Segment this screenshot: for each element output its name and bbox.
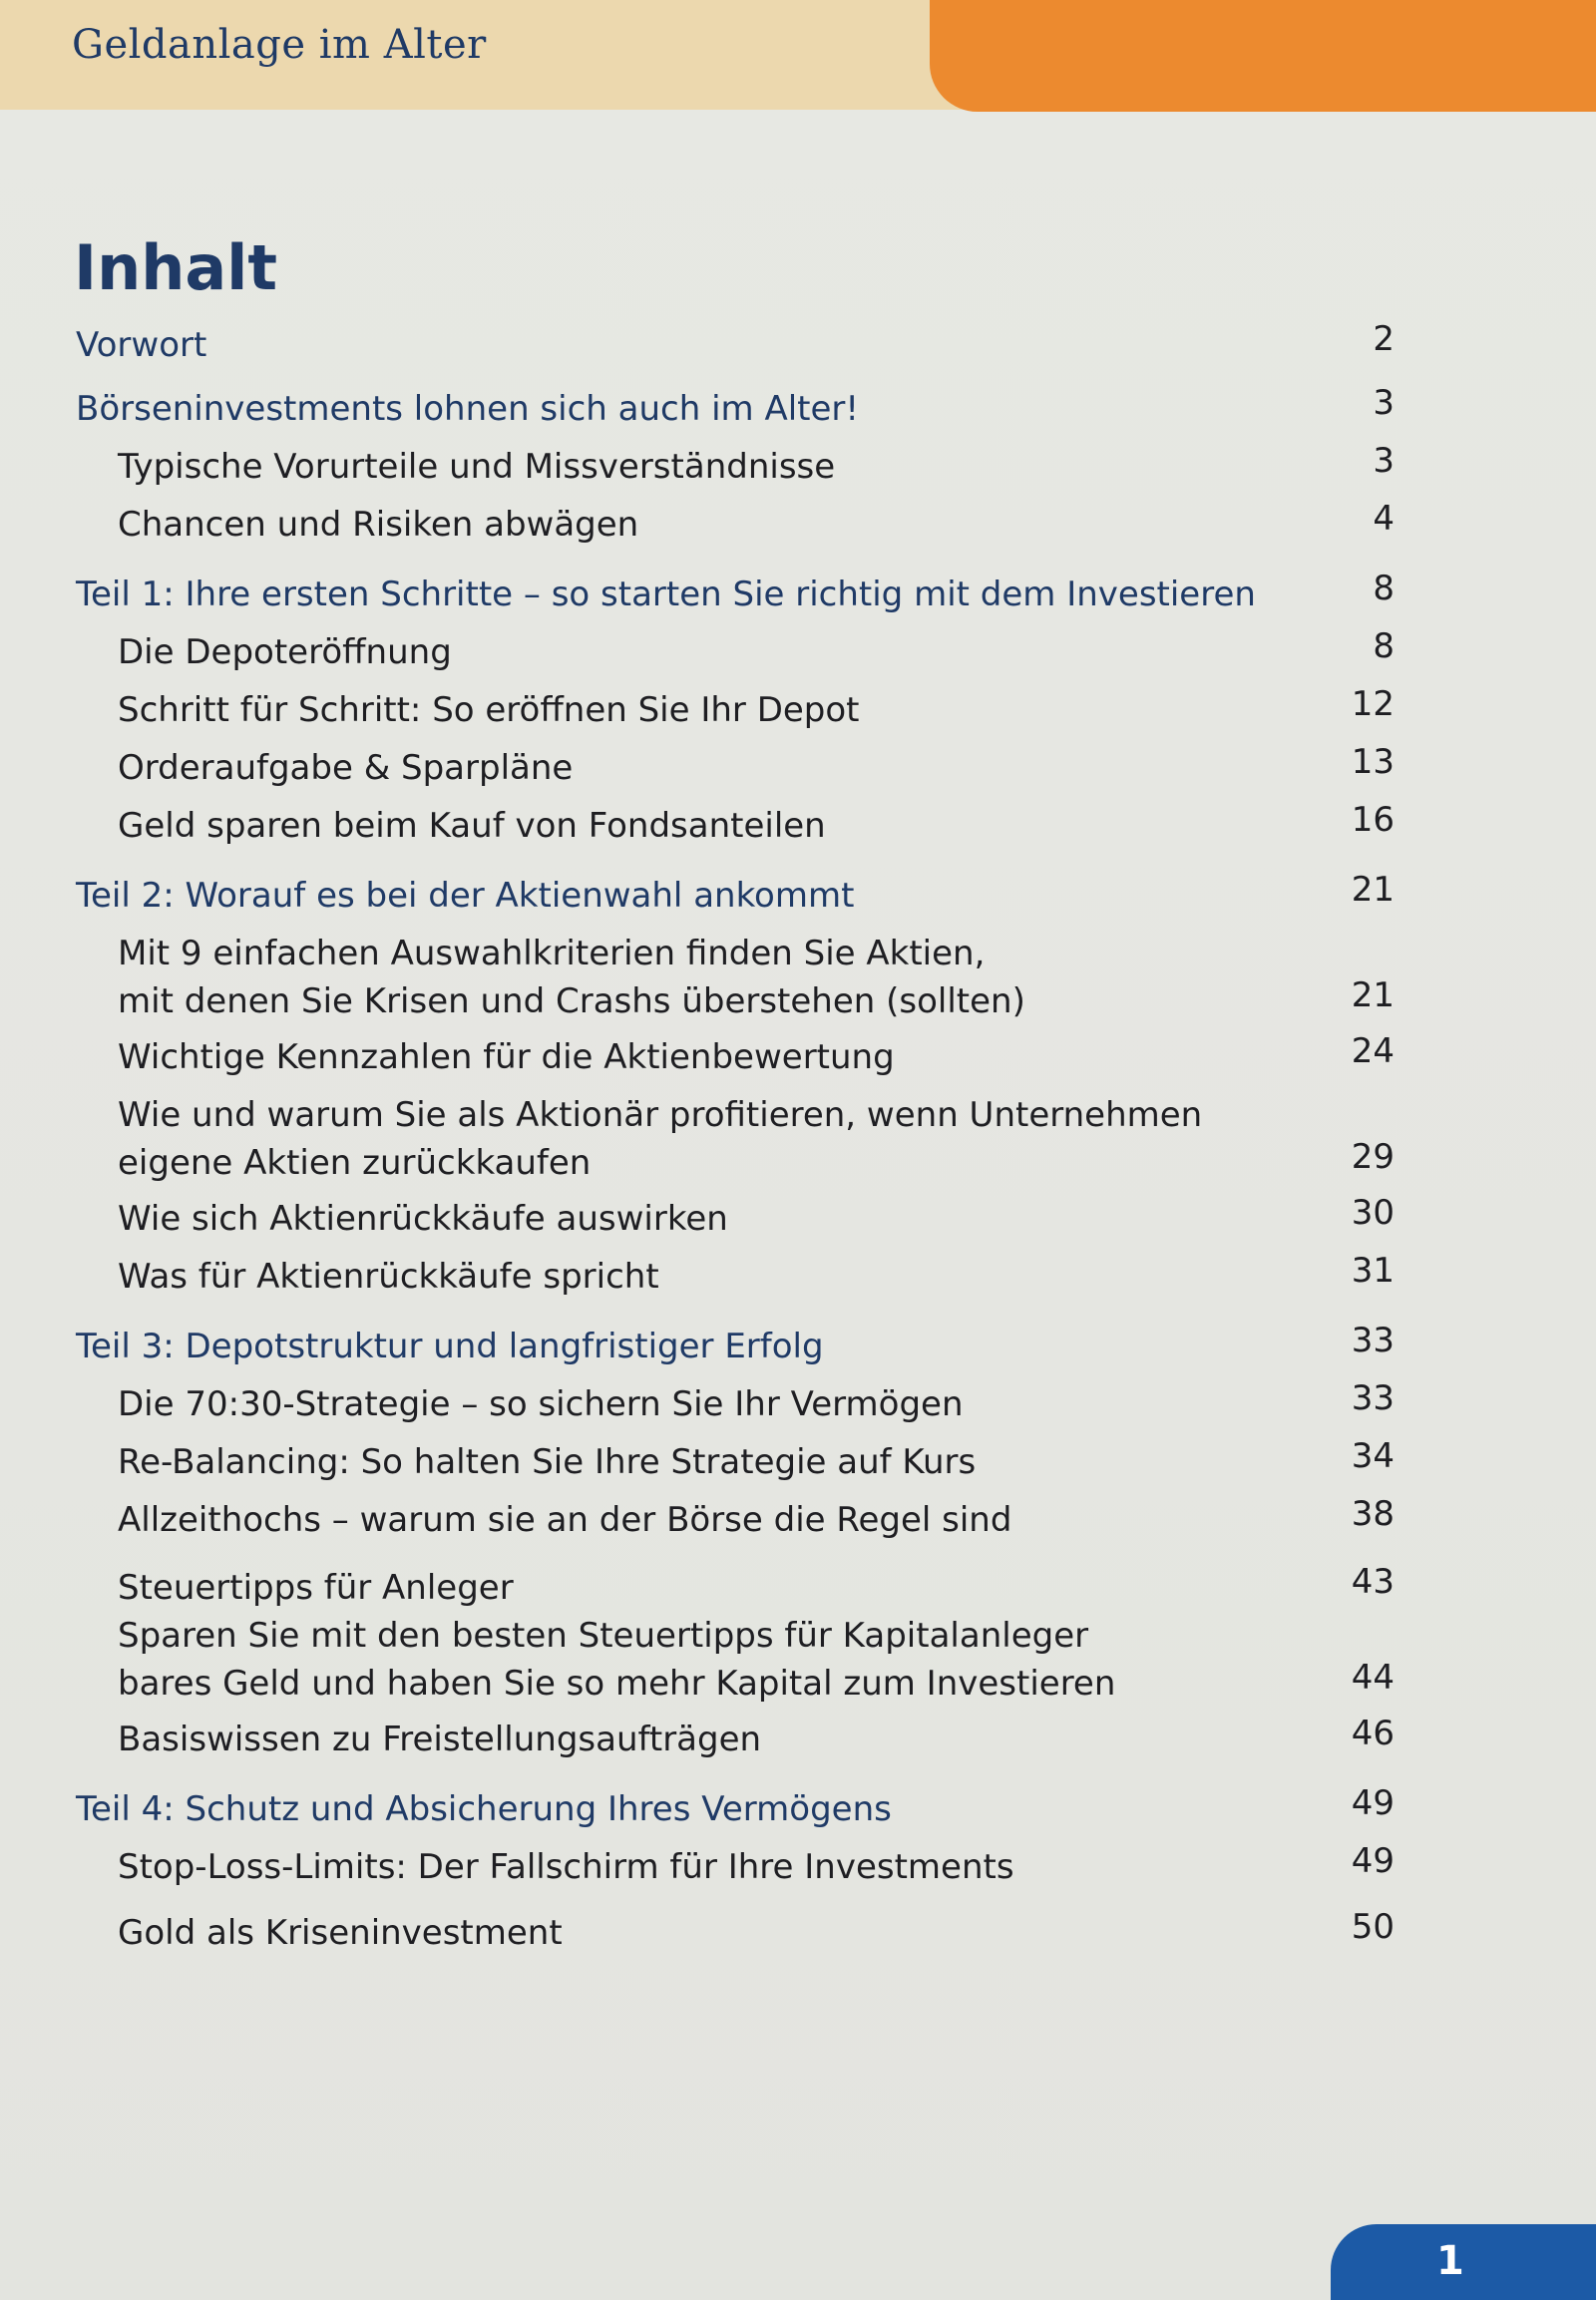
toc-entry [76,1785,1307,1833]
toc-entry-page: 38 [1351,1494,1395,1534]
toc-entry-title: Börseninvestments lohnen sich auch im Alter! [76,389,860,429]
toc-entry [76,872,1307,920]
toc-entry [118,1909,1307,1957]
toc-entry-page: 33 [1351,1321,1395,1360]
toc-entry [76,321,1307,369]
toc-entry-title: Mit 9 einfachen Auswahlkriterien finden Sie Aktien, mit denen Sie Krisen und Crashs überstehen (sollten) [118,934,1025,1021]
toc-entry [118,1033,1307,1081]
toc-entry-page: 3 [1373,441,1395,481]
toc-entry-page: 13 [1351,742,1395,782]
toc-entry-page: 43 [1351,1562,1395,1602]
toc-entry-page: 4 [1373,499,1395,539]
toc-entry-page: 29 [1351,1137,1395,1177]
toc-entry-page: 2 [1373,319,1395,359]
toc-entry-title: Wie und warum Sie als Aktionär profitieren, wenn Unternehmen eigene Aktien zurückkaufen [118,1095,1203,1183]
toc-entry-page: 44 [1351,1658,1395,1698]
toc-entry-page: 24 [1351,1031,1395,1071]
toc-entry-title: Allzeithochs – warum sie an der Börse die Regel sind [118,1500,1012,1540]
toc-entry-title: Steuertipps für Anleger [118,1568,514,1608]
toc-entry-page: 33 [1351,1378,1395,1418]
toc-entry-title: Wie sich Aktienrückkäufe auswirken [118,1199,728,1239]
toc-entry-page: 46 [1351,1714,1395,1753]
toc-entry-page: 50 [1351,1907,1395,1947]
toc-entry-page: 21 [1351,870,1395,910]
toc-entry-title: Vorwort [76,325,207,365]
toc-entry-page: 31 [1351,1251,1395,1291]
toc-entry [118,930,1307,1025]
toc-entry-title: Die 70:30-Strategie – so sichern Sie Ihr Vermögen [118,1384,964,1424]
toc-entry [118,1091,1307,1187]
toc-entry [118,501,1307,549]
toc-entry-title: Was für Aktienrückkäufe spricht [118,1257,659,1297]
toc-entry [76,571,1307,618]
toc-entry-title: Sparen Sie mit den besten Steuertipps für Kapitalanleger bares Geld und haben Sie so mehr Kapital zum Investieren [118,1616,1116,1704]
toc-entry-title: Wichtige Kennzahlen für die Aktienbewertung [118,1037,895,1077]
toc-entry [118,1716,1307,1763]
toc-entry-title: Re-Balancing: So halten Sie Ihre Strategie auf Kurs [118,1442,977,1482]
toc-entry [118,1253,1307,1301]
toc-entry [118,1843,1307,1891]
toc-entry-page: 21 [1351,975,1395,1015]
toc-entry-page: 8 [1373,569,1395,608]
toc-entry [118,443,1307,491]
toc-entry-title: Teil 3: Depotstruktur und langfristiger Erfolg [76,1327,824,1366]
toc-entry [118,1380,1307,1428]
toc-entry [118,1564,1307,1612]
toc-entry-title: Geld sparen beim Kauf von Fondsanteilen [118,806,826,846]
page-number: 1 [1436,2238,1464,2284]
toc-entry-title: Teil 2: Worauf es bei der Aktienwahl ankommt [76,876,855,916]
toc-entry-title: Stop-Loss-Limits: Der Fallschirm für Ihre Investments [118,1847,1014,1887]
toc-entry-page: 12 [1351,684,1395,724]
toc-entry-page: 16 [1351,800,1395,840]
toc-entry-title: Die Depoteröffnung [118,632,452,672]
toc-entry [118,1195,1307,1243]
running-header-title: Geldanlage im Alter [72,22,487,68]
toc-heading: Inhalt [74,231,278,304]
toc-entry [118,1612,1307,1708]
toc-entry-page: 49 [1351,1841,1395,1881]
toc-entry-page: 3 [1373,383,1395,423]
toc-entry-title: Basiswissen zu Freistellungsaufträgen [118,1720,762,1759]
toc-entry-title: Schritt für Schritt: So eröffnen Sie Ihr Depot [118,690,860,730]
toc-entry-title: Orderaufgabe & Sparpläne [118,748,574,788]
toc-entry-page: 34 [1351,1436,1395,1476]
toc-entry-page: 49 [1351,1783,1395,1823]
toc-entry [118,628,1307,676]
toc-entry-title: Teil 1: Ihre ersten Schritte – so starten Sie richtig mit dem Investieren [76,575,1256,614]
toc-entry [118,802,1307,850]
toc-entry [118,686,1307,734]
toc-entry [118,1438,1307,1486]
toc-entry [118,744,1307,792]
toc-entry-title: Gold als Kriseninvestment [118,1913,563,1953]
toc-entry-page: 8 [1373,626,1395,666]
toc-entry [76,385,1307,433]
toc-entry-page: 30 [1351,1193,1395,1233]
toc-entry [76,1323,1307,1370]
toc-entry-title: Chancen und Risiken abwägen [118,505,639,545]
toc-entry-title: Teil 4: Schutz und Absicherung Ihres Vermögens [76,1789,892,1829]
toc-entry-title: Typische Vorurteile und Missverständnisse [118,447,836,487]
toc-entry [118,1496,1307,1544]
